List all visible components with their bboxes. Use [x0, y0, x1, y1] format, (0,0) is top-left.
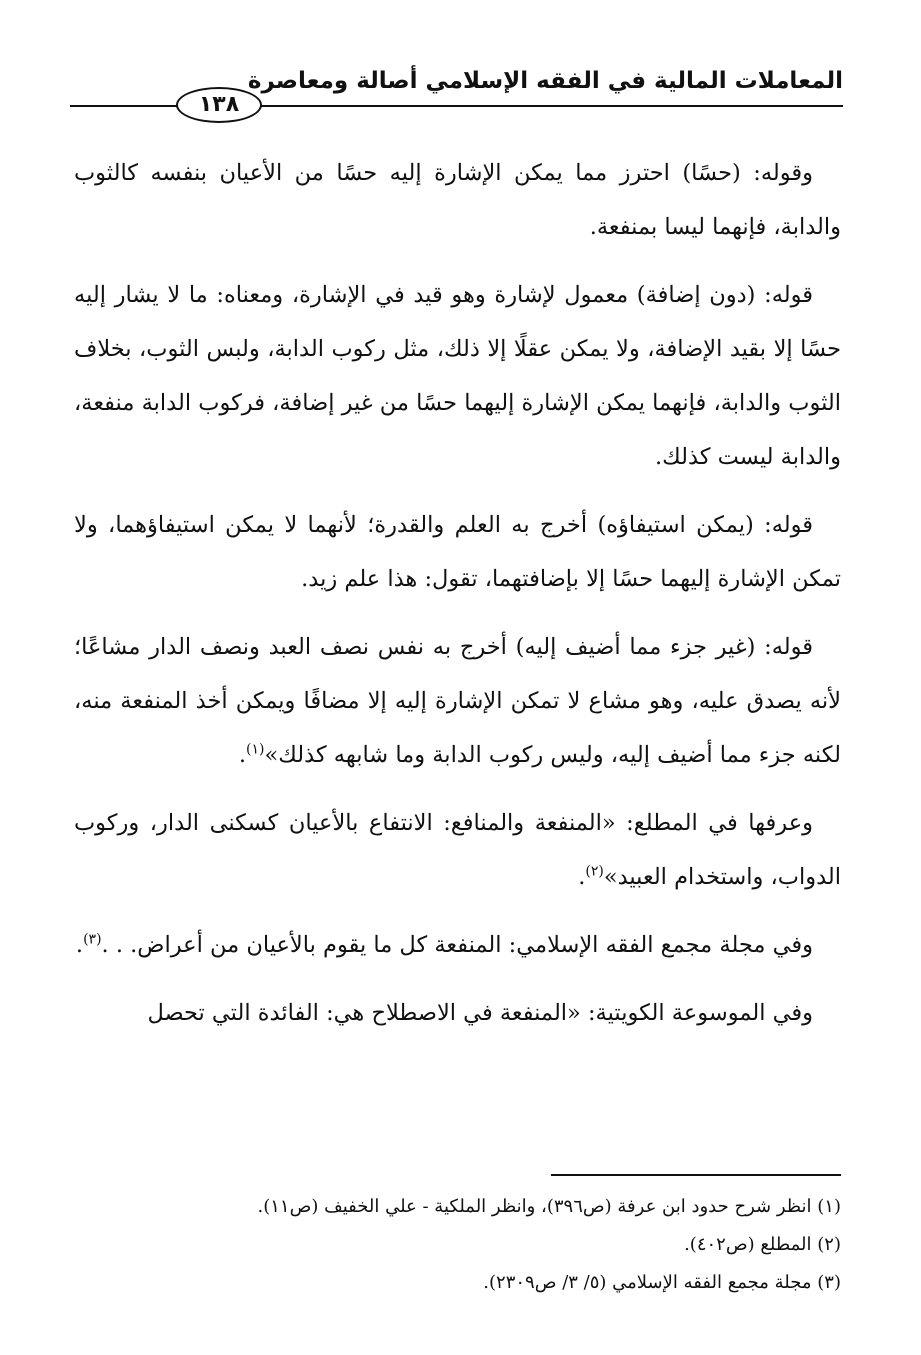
footnote — [74, 1226, 841, 1264]
paragraph-text: قوله: (غير جزء مما أضيف إليه) أخرج به نفس نصف العبد ونصف الدار مشاعًا؛ لأنه يصدق عليه، وهو مشاع لا تمكن الإشارة إليه إلا مضافًا ويمكن أخذ المنفعة منه، لكنه جزء مما أضيف إليه، وليس ركوب الدابة وما شابهه كذلك» — [74, 634, 841, 768]
footnote-marker: (٢) — [817, 1234, 841, 1255]
footnote-reference: (٢) — [585, 863, 604, 880]
paragraph-end: . — [75, 932, 84, 958]
paragraph-text: وفي مجلة مجمع الفقه الإسلامي: المنفعة كل ما يقوم بالأعيان من أعراض. . . — [101, 932, 813, 958]
footnotes — [74, 1188, 841, 1302]
paragraph — [74, 986, 841, 1040]
paragraph — [74, 796, 841, 904]
page-number: ١٣٨ — [176, 87, 262, 123]
paragraph — [74, 620, 841, 782]
paragraph-text: قوله: (دون إضافة) معمول لإشارة وهو قيد في الإشارة، ومعناه: ما لا يشار إليه حسًا إلا بقيد الإضافة، ولا يمكن عقلًا إلا ذلك، مثل ركوب الدابة، ولبس الثوب، بخلاف الثوب والدابة، فإنهما يمكن الإشارة إليهما حسًا من غير إضافة، فركوب الدابة منفعة، والدابة ليست كذلك. — [74, 282, 841, 470]
paragraph — [74, 498, 841, 606]
footnote — [74, 1264, 841, 1302]
footnote — [74, 1188, 841, 1226]
paragraph-text: وعرفها في المطلع: «المنفعة والمنافع: الانتفاع بالأعيان كسكنى الدار، وركوب الدواب، واستخدام العبيد» — [74, 810, 841, 890]
footnote-reference: (١) — [246, 741, 265, 758]
paragraph-end: . — [578, 864, 586, 890]
footnote-marker: (٣) — [817, 1272, 841, 1293]
paragraph — [74, 918, 841, 972]
footnote-text: المطلع (ص٤٠٢). — [684, 1234, 812, 1255]
footnote-marker: (١) — [817, 1196, 841, 1217]
main-text — [74, 146, 841, 1054]
paragraph — [74, 268, 841, 484]
paragraph — [74, 146, 841, 254]
paragraph-end: . — [238, 742, 247, 768]
paragraph-text: وقوله: (حسًا) احترز مما يمكن الإشارة إليه حسًا من الأعيان بنفسه كالثوب والدابة، فإنهما ليسا بمنفعة. — [74, 160, 841, 240]
footnote-separator — [551, 1174, 841, 1176]
running-title: المعاملات المالية في الفقه الإسلامي أصالة ومعاصرة — [247, 68, 843, 94]
paragraph-text: وفي الموسوعة الكويتية: «المنفعة في الاصطلاح هي: الفائدة التي تحصل — [147, 1000, 813, 1026]
paragraph-text: قوله: (يمكن استيفاؤه) أخرج به العلم والقدرة؛ لأنهما لا يمكن استيفاؤهما، ولا تمكن الإشارة إليهما حسًا إلا بإضافتهما، تقول: هذا علم زيد. — [74, 512, 841, 592]
footnote-reference: (٣) — [83, 931, 102, 948]
footnote-text: انظر شرح حدود ابن عرفة (ص٣٩٦)، وانظر الملكية - علي الخفيف (ص١١). — [257, 1196, 812, 1217]
page-header — [70, 64, 843, 124]
footnote-text: مجلة مجمع الفقه الإسلامي (٥/ ٣/ ص٢٣٠٩). — [483, 1272, 812, 1293]
